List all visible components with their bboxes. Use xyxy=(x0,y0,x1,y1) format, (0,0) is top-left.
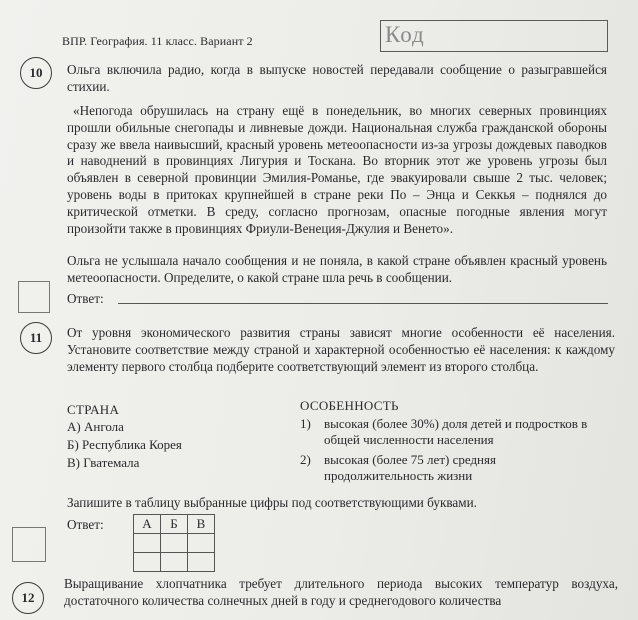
question-11-answer-label: Ответ: xyxy=(67,517,104,532)
country-item: Б) Республика Корея xyxy=(67,437,182,452)
question-10-quote: «Непогода обрушилась на страну ещё в понедельник, во многих северных провинциях прошли обильные снегопады и ливневые дожди. Национальная служба гражданской обороны сразу же ввела наивысший, красный уровень метеоопасности из-за угрозы дождевых паводков и наводнений в провинциях Лигурия и Тоскана. Во вторник этот же уровень угрозы был объявлен в северной провинции Эмилия-Романье, где эвакуировали свыше 2 тыс. человек; уровень воды в притоках крупнейшей в стране реки По – Энца и Секкья – поднялся до критической отметки. В среду, согласно прогнозам, опасные погодные явления могут произойти также в провинциях Фриули-Венеция-Джулия и Венето». xyxy=(67,103,607,236)
answer-table-header: А xyxy=(134,515,161,534)
answer-cell-a-extra[interactable] xyxy=(134,553,161,572)
page-header: ВПР. География. 11 класс. Вариант 2 xyxy=(62,34,253,48)
feature-number: 1) xyxy=(300,416,311,431)
feature-text: высокая (более 30%) доля детей и подростков в общей численности населения xyxy=(324,416,588,447)
answer-cell-b-extra[interactable] xyxy=(161,553,188,572)
answer-table-header: Б xyxy=(161,515,188,534)
answer-table xyxy=(133,514,215,572)
column-feature-title: ОСОБЕННОСТЬ xyxy=(300,398,399,413)
question-10-answer-label: Ответ: xyxy=(67,291,104,306)
code-label: Код xyxy=(385,22,425,47)
question-11-number: 11 xyxy=(20,322,52,354)
feature-text: высокая (более 75 лет) средняя продолжительность жизни xyxy=(324,452,496,483)
answer-cell-a[interactable] xyxy=(134,534,161,553)
country-item: В) Гватемала xyxy=(67,455,140,470)
question-10-task: Ольга не услышала начало сообщения и не поняла, в какой стране объявлен красный уровень метеоопасности. Определите, о какой стране шла речь в сообщении. xyxy=(67,253,607,285)
question-11-instruction: Запишите в таблицу выбранные цифры под соответствующими буквами. xyxy=(67,495,477,510)
column-country-title: СТРАНА xyxy=(67,402,120,417)
answer-cell-c-extra[interactable] xyxy=(188,553,215,572)
question-12-number: 12 xyxy=(12,582,44,614)
question-10-answer-line[interactable] xyxy=(118,303,608,304)
answer-table-header: В xyxy=(188,515,215,534)
score-box-10[interactable] xyxy=(18,281,50,313)
answer-cell-b[interactable] xyxy=(161,534,188,553)
question-10-number: 10 xyxy=(20,57,52,89)
question-11-intro: От уровня экономического развития страны зависят многие особенности её населения. Установите соответствие между страной и характерной особенностью её населения: к каждому элементу первого столбца подберите соответствующий элемент из второго столбца. xyxy=(67,325,615,374)
question-10-intro: Ольга включила радио, когда в выпуске новостей передавали сообщение о разыгравшейся стихии. xyxy=(67,62,607,94)
question-12-text: Выращивание хлопчатника требует длительного периода высоких температур воздуха, достаточного количества солнечных дней в году и среднегодового количества xyxy=(64,576,618,608)
score-box-11[interactable] xyxy=(12,527,46,562)
code-box[interactable] xyxy=(380,20,608,52)
country-item: А) Ангола xyxy=(67,419,124,434)
feature-number: 2) xyxy=(300,452,311,467)
answer-cell-c[interactable] xyxy=(188,534,215,553)
